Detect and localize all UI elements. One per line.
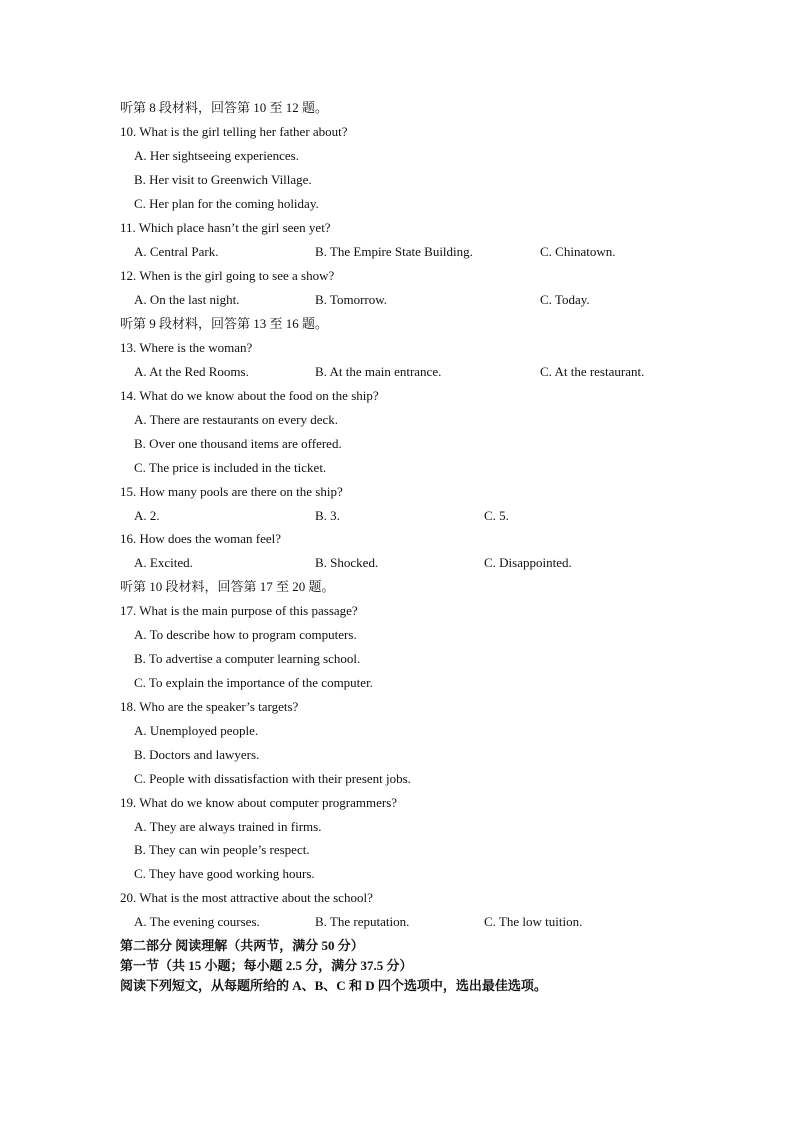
question-16: 16. How does the woman feel?: [120, 531, 282, 546]
q20-option-b: B. The reputation.: [315, 914, 410, 929]
q10-option-a: A. Her sightseeing experiences.: [134, 148, 299, 163]
q13-option-b: B. At the main entrance.: [315, 364, 442, 379]
question-13: 13. Where is the woman?: [120, 340, 253, 355]
q16-option-a: A. Excited.: [134, 555, 193, 570]
q13-option-a: A. At the Red Rooms.: [134, 364, 249, 379]
q10-option-b: B. Her visit to Greenwich Village.: [134, 172, 312, 187]
question-12: 12. When is the girl going to see a show?: [120, 268, 335, 283]
q19-option-b: B. They can win people’s respect.: [134, 842, 310, 857]
q18-option-b: B. Doctors and lawyers.: [134, 747, 260, 762]
section-header-9: 听第 9 段材料，回答第 13 至 16 题。: [120, 316, 329, 331]
q14-option-b: B. Over one thousand items are offered.: [134, 436, 342, 451]
q19-option-c: C. They have good working hours.: [134, 866, 315, 881]
question-17: 17. What is the main purpose of this passage?: [120, 603, 358, 618]
q20-option-a: A. The evening courses.: [134, 914, 260, 929]
q10-option-c: C. Her plan for the coming holiday.: [134, 196, 319, 211]
q16-option-b: B. Shocked.: [315, 555, 379, 570]
section-header-8: 听第 8 段材料，回答第 10 至 12 题。: [120, 100, 329, 115]
q11-option-b: B. The Empire State Building.: [315, 244, 473, 259]
q16-option-c: C. Disappointed.: [484, 555, 572, 570]
q11-option-a: A. Central Park.: [134, 244, 219, 259]
q15-option-c: C. 5.: [484, 508, 509, 523]
q13-option-c: C. At the restaurant.: [540, 364, 645, 379]
section-header-10: 听第 10 段材料，回答第 17 至 20 题。: [120, 579, 335, 594]
part2-section1: 第一节（共 15 小题；每小题 2.5 分，满分 37.5 分）: [120, 958, 413, 973]
q17-option-b: B. To advertise a computer learning school.: [134, 651, 361, 666]
q12-option-c: C. Today.: [540, 292, 590, 307]
question-18: 18. Who are the speaker’s targets?: [120, 699, 299, 714]
q15-option-a: A. 2.: [134, 508, 160, 523]
question-14: 14. What do we know about the food on the ship?: [120, 388, 379, 403]
q15-option-b: B. 3.: [315, 508, 340, 523]
question-10: 10. What is the girl telling her father about?: [120, 124, 348, 139]
q19-option-a: A. They are always trained in firms.: [134, 819, 322, 834]
question-19: 19. What do we know about computer programmers?: [120, 795, 398, 810]
part2-instruction: 阅读下列短文，从每题所给的 A、B、C 和 D 四个选项中，选出最佳选项。: [120, 978, 547, 993]
question-11: 11. Which place hasn’t the girl seen yet?: [120, 220, 331, 235]
q17-option-c: C. To explain the importance of the computer.: [134, 675, 373, 690]
q12-option-a: A. On the last night.: [134, 292, 240, 307]
q17-option-a: A. To describe how to program computers.: [134, 627, 357, 642]
q18-option-a: A. Unemployed people.: [134, 723, 259, 738]
q11-option-c: C. Chinatown.: [540, 244, 616, 259]
q18-option-c: C. People with dissatisfaction with their present jobs.: [134, 771, 411, 786]
part2-heading: 第二部分 阅读理解（共两节，满分 50 分）: [120, 938, 364, 953]
question-20: 20. What is the most attractive about the school?: [120, 890, 373, 905]
q14-option-a: A. There are restaurants on every deck.: [134, 412, 339, 427]
q12-option-b: B. Tomorrow.: [315, 292, 388, 307]
question-15: 15. How many pools are there on the ship?: [120, 484, 343, 499]
q14-option-c: C. The price is included in the ticket.: [134, 460, 327, 475]
q20-option-c: C. The low tuition.: [484, 914, 583, 929]
